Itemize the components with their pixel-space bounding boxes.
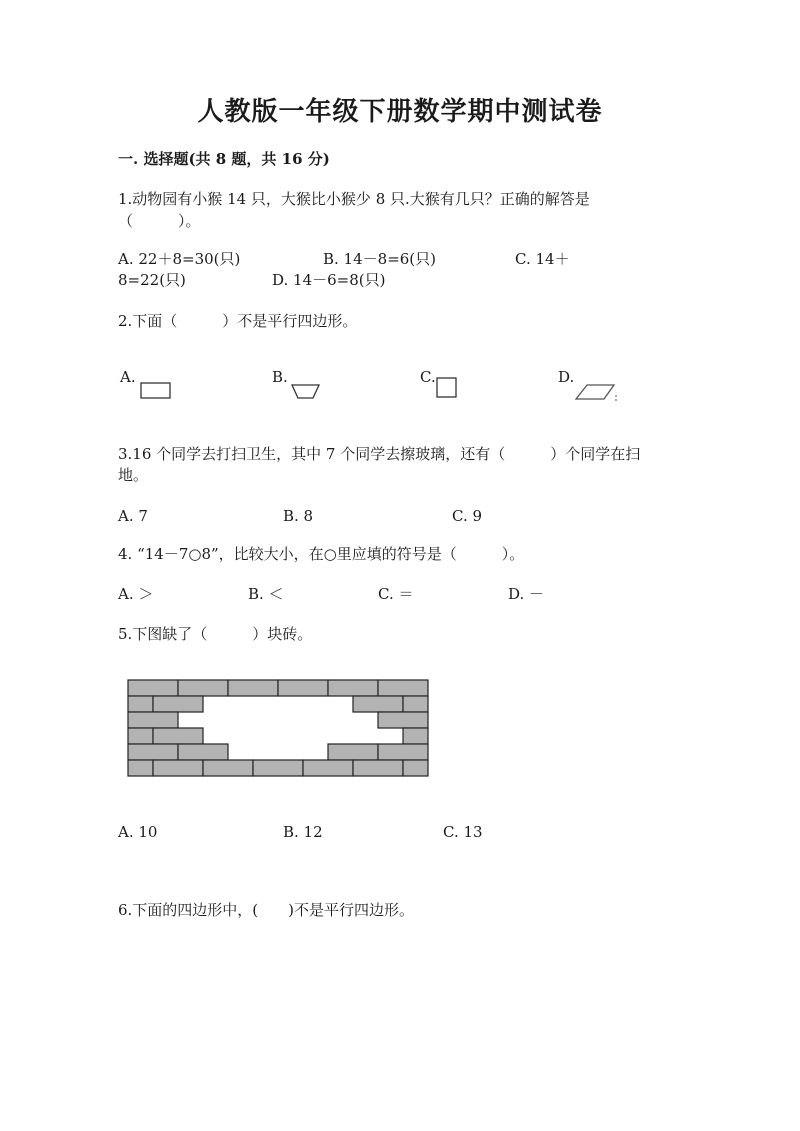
brick xyxy=(153,696,203,712)
q6-text: 6.下面的四边形中，( )不是平行四边形。 xyxy=(118,901,415,919)
brick xyxy=(128,696,153,712)
brick xyxy=(253,760,303,776)
q3-option-c: C. 9 xyxy=(452,507,483,525)
q3-text-line1: 3.16 个同学去打扫卫生，其中 7 个同学去擦玻璃，还有（ ）个同学在扫 xyxy=(118,445,641,463)
q1-option-a: A. 22＋8=30(只) xyxy=(118,250,241,268)
brick xyxy=(128,760,153,776)
q1-text-line2: （ ）。 xyxy=(118,212,201,230)
q4-option-a: A. ＞ xyxy=(118,585,154,603)
brick xyxy=(278,680,328,696)
brick xyxy=(128,680,178,696)
q2-text: 2.下面（ ）不是平行四边形。 xyxy=(118,312,358,330)
section-heading: 一. 选择题(共 8 题，共 16 分) xyxy=(118,150,330,168)
rectangle-figure xyxy=(140,382,172,400)
q2-option-a-label: A. xyxy=(120,368,136,386)
brick xyxy=(153,760,203,776)
brick-wall-figure xyxy=(127,679,431,779)
brick xyxy=(328,680,378,696)
q4-option-c: C. ＝ xyxy=(378,585,414,603)
brick xyxy=(303,760,353,776)
trapezoid-figure xyxy=(291,384,321,400)
brick xyxy=(378,744,428,760)
q5-option-a: A. 10 xyxy=(118,823,158,841)
q4-option-b: B. ＜ xyxy=(248,585,284,603)
brick xyxy=(403,728,428,744)
brick xyxy=(178,744,228,760)
q4-option-d: D. － xyxy=(508,585,545,603)
brick xyxy=(153,728,203,744)
brick xyxy=(403,696,428,712)
q1-option-b: B. 14－8=6(只) xyxy=(323,250,437,268)
page-title: 人教版一年级下册数学期中测试卷 xyxy=(197,97,603,127)
parallelogram-figure xyxy=(575,384,619,402)
q1-text-line1: 1.动物园有小猴 14 只，大猴比小猴少 8 只.大猴有几只？正确的解答是 xyxy=(118,190,590,208)
brick-wall-svg xyxy=(127,679,431,779)
brick xyxy=(353,696,403,712)
brick xyxy=(353,760,403,776)
brick xyxy=(228,680,278,696)
brick xyxy=(128,728,153,744)
brick xyxy=(203,760,253,776)
q1-option-c-continued: 8=22(只) xyxy=(118,271,186,289)
brick xyxy=(378,712,428,728)
brick xyxy=(128,744,178,760)
brick xyxy=(128,712,178,728)
q3-text-line2: 地。 xyxy=(118,466,149,484)
q3-option-b: B. 8 xyxy=(283,507,314,525)
brick xyxy=(178,680,228,696)
q5-option-c: C. 13 xyxy=(443,823,483,841)
brick xyxy=(378,680,428,696)
q5-option-b: B. 12 xyxy=(283,823,323,841)
q2-option-b-label: B. xyxy=(272,368,288,386)
q5-text: 5.下图缺了（ ）块砖。 xyxy=(118,625,313,643)
square-figure xyxy=(436,377,458,399)
q1-option-d: D. 14－6=8(只) xyxy=(272,271,386,289)
q2-option-c-label: C. xyxy=(420,368,436,386)
q3-option-a: A. 7 xyxy=(118,507,148,525)
q2-option-d-label: D. xyxy=(558,368,575,386)
q1-option-c: C. 14＋ xyxy=(515,250,570,268)
brick xyxy=(328,744,378,760)
brick xyxy=(403,760,428,776)
q4-text: 4. “14－7○8”，比较大小，在○里应填的符号是（ ）。 xyxy=(118,545,525,563)
